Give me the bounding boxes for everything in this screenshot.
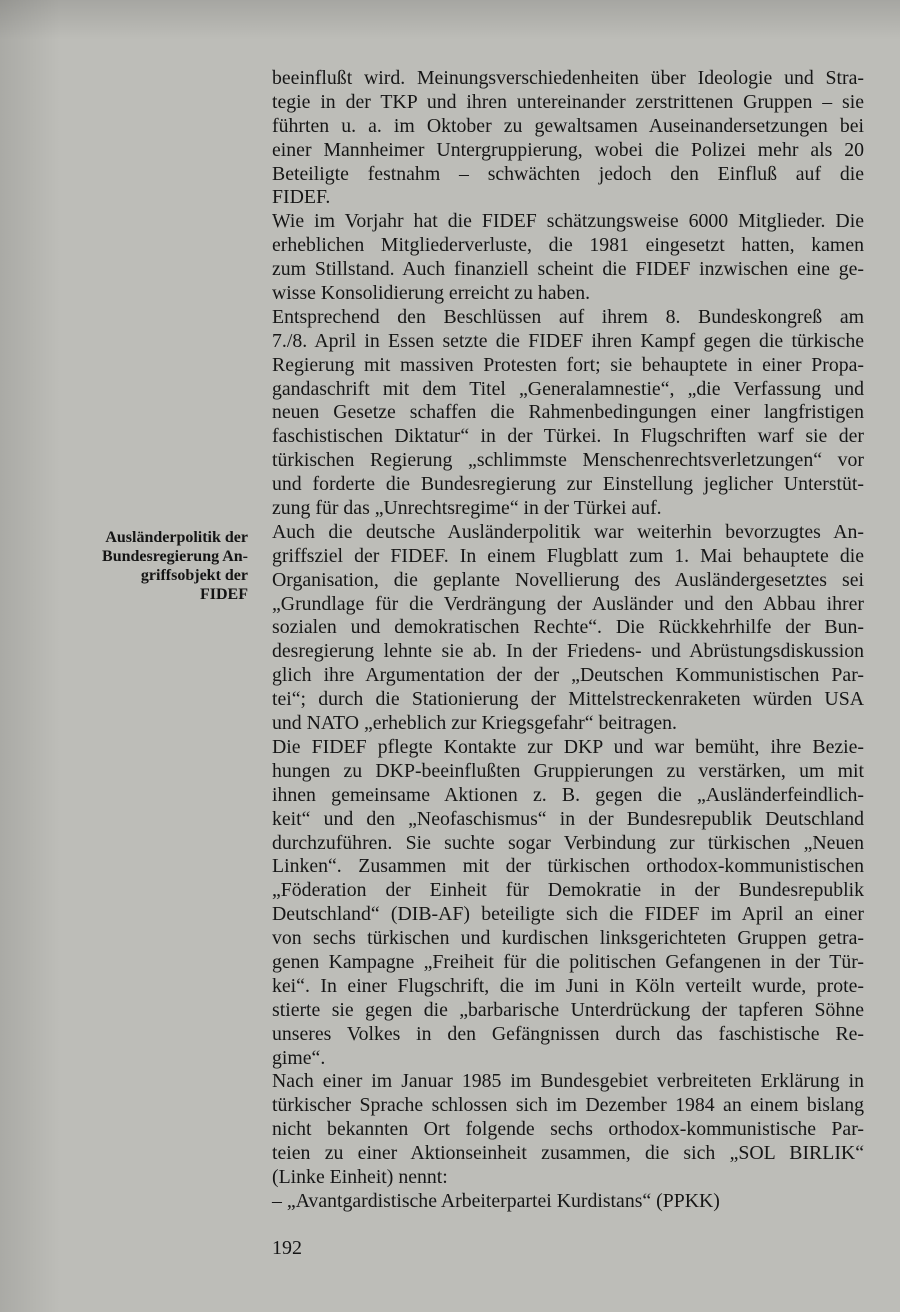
text-line: Die FIDEF pflegte Kontakte zur DKP und war bemüht, ihre Bezie-	[272, 735, 864, 758]
sidenote-line: Bundesregierung An-	[102, 548, 248, 565]
text-line: Regierung mit massiven Protesten fort; sie behauptete in einer Propa-	[272, 353, 864, 376]
text-line: „Grundlage für die Verdrängung der Ausländer und den Abbau ihrer	[272, 592, 864, 615]
sidenote-line: griffsobjekt der	[140, 567, 248, 584]
text-line: gandaschrift mit dem Titel „Generalamnestie“, „die Verfassung und	[272, 377, 864, 400]
text-line: desregierung lehnte sie ab. In der Friedens- und Abrüstungsdiskussion	[272, 640, 864, 663]
text-line: stierte sie gegen die „barbarische Unterdrückung der tapferen Söhne	[272, 998, 864, 1021]
text-line: griffsziel der FIDEF. In einem Flugblatt zum 1. Mai behauptete die	[272, 544, 864, 567]
text-line: unseres Volkes in den Gefängnissen durch das faschistische Re-	[272, 1022, 864, 1045]
text-line: Auch die deutsche Ausländerpolitik war weiterhin bevorzugtes An-	[272, 520, 864, 543]
text-line: keit“ und den „Neofaschismus“ in der Bundesrepublik Deutschland	[272, 807, 864, 830]
text-line: 7./8. April in Essen setzte die FIDEF ihren Kampf gegen die türkische	[272, 329, 864, 352]
text-line: zung für das „Unrechtsregime“ in der Türkei auf.	[272, 497, 662, 520]
text-line: – „Avantgardistische Arbeiterpartei Kurdistans“ (PPKK)	[272, 1189, 720, 1212]
text-line: neuen Gesetze schaffen die Rahmenbedingungen einer langfristigen	[272, 401, 864, 424]
text-line: FIDEF.	[272, 186, 331, 209]
text-line: (Linke Einheit) nennt:	[272, 1165, 448, 1188]
text-line: türkischen Regierung „schlimmste Menschenrechtsverletzungen“ vor	[272, 449, 864, 472]
margin-sidenote	[82, 528, 248, 604]
text-line: genen Kampagne „Freiheit für die politischen Gefangenen in der Tür-	[272, 950, 864, 973]
text-line: führten u. a. im Oktober zu gewaltsamen Auseinandersetzungen bei	[272, 114, 864, 137]
text-line: teien zu einer Aktionseinheit zusammen, die sich „SOL BIRLIK“	[272, 1142, 864, 1165]
text-line: türkischer Sprache schlossen sich im Dezember 1984 an einem bislang	[272, 1094, 864, 1117]
text-line: und NATO „erheblich zur Kriegsgefahr“ beitragen.	[272, 712, 677, 735]
text-line: beeinflußt wird. Meinungsverschiedenheiten über Ideologie und Stra-	[272, 67, 864, 89]
text-line: Deutschland“ (DIB-AF) beteiligte sich die FIDEF im April an einer	[272, 903, 864, 926]
text-line: nicht bekannten Ort folgende sechs orthodox-kommunistische Par-	[272, 1118, 864, 1141]
page-number: 192	[272, 1237, 302, 1259]
text-line: und forderte die Bundesregierung zur Einstellung jeglicher Unterstüt-	[272, 473, 864, 496]
text-line: Beteiligte festnahm – schwächten jedoch den Einfluß auf die	[272, 162, 864, 185]
text-line: Nach einer im Januar 1985 im Bundesgebiet verbreiteten Erklärung in	[272, 1070, 864, 1093]
text-line: ihnen gemeinsame Aktionen z. B. gegen die „Ausländerfeindlich-	[272, 783, 864, 806]
text-line: tei“; durch die Stationierung der Mittelstreckenraketen würden USA	[272, 688, 864, 711]
text-line: tegie in der TKP und ihren untereinander zerstrittenen Gruppen – sie	[272, 90, 864, 113]
text-line: „Föderation der Einheit für Demokratie in der Bundesrepublik	[272, 879, 864, 902]
sidenote-line: Ausländerpolitik der	[105, 529, 248, 546]
text-line: kei“. In einer Flugschrift, die im Juni in Köln verteilt wurde, prote-	[272, 974, 864, 997]
sidenote-line: FIDEF	[200, 586, 248, 603]
text-line: gime“.	[272, 1046, 326, 1069]
text-line: faschistischen Diktatur“ in der Türkei. In Flugschriften warf sie der	[272, 425, 864, 448]
text-line: erheblichen Mitgliederverluste, die 1981 eingesetzt hatten, kamen	[272, 234, 864, 257]
text-line: durchzuführen. Sie suchte sogar Verbindung zur türkischen „Neuen	[272, 831, 864, 854]
text-line: einer Mannheimer Untergruppierung, wobei die Polizei mehr als 20	[272, 138, 864, 161]
text-line: wisse Konsolidierung erreicht zu haben.	[272, 282, 591, 305]
text-line: Linken“. Zusammen mit der türkischen orthodox-kommunistischen	[272, 855, 864, 878]
text-line: von sechs türkischen und kurdischen linksgerichteten Gruppen getra-	[272, 927, 864, 950]
text-line: Entsprechend den Beschlüssen auf ihrem 8. Bundeskongreß am	[272, 305, 864, 328]
text-line: Wie im Vorjahr hat die FIDEF schätzungsweise 6000 Mitglieder. Die	[272, 210, 864, 233]
text-line: Organisation, die geplante Novellierung des Ausländergesetztes sei	[272, 568, 864, 591]
text-line: glich ihre Argumentation der der „Deutschen Kommunistischen Par-	[272, 664, 864, 687]
text-line: sozialen und demokratischen Rechte“. Die Rückkehrhilfe der Bun-	[272, 616, 864, 639]
body-text	[272, 67, 864, 1214]
text-line: zum Stillstand. Auch finanziell scheint die FIDEF inzwischen eine ge-	[272, 258, 864, 281]
text-line: hungen zu DKP-beeinflußten Gruppierungen zu verstärken, um mit	[272, 759, 864, 782]
